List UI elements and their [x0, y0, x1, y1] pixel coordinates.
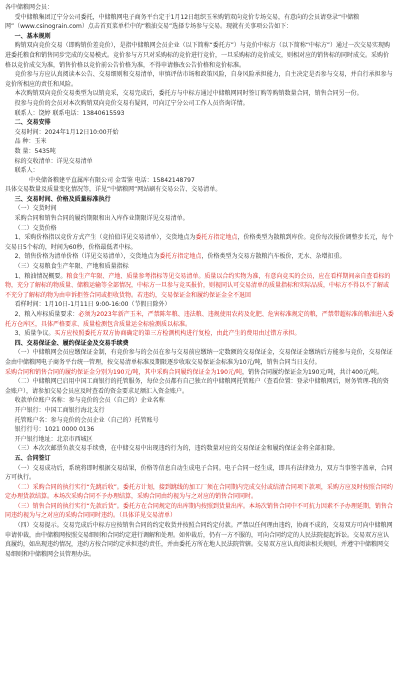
section-1-title: 一、基本规则 — [14, 32, 51, 40]
s5-4: （四）交易提示。交易完成后中标方应按销售合同的约定收货并按照合同约定付款。严禁以任何理由违约，协商不成的，交易双方可向中储粮网申请仲裁，由中储粮网按照交易细则和合同约定进行调解和处理。如仲裁后，仍有一方不服的，可向合同约定的人民法院提起诉讼。交易双方应认真履约，如出现违约情况，违约方按合同约定承担违约责任，并由委托方所在地人民法院管辖。交易双方应认真阅读相关规则，并遵守中储粮网交易细则和中储粮网会员管理办法。 — [5, 522, 393, 558]
s3-2-p1a: 1、采购价格指以竞价方式产生（竞拍值详见交易清单），交货地点为 — [14, 234, 196, 242]
s1-p4: 投参与竞价的会员对本次购销双向竞价交易有疑问，可向辽宁分公司工作人员咨询详情。 — [14, 99, 249, 107]
s3-2-p1b: ，价格类型为散粮到库价。竞价每次报价调整步长元，每个交易日5个标的，时间为60秒，价格最低者中标。 — [5, 234, 394, 251]
intro: 受中储粮集团辽宁分公司委托，中储粮网电子商务平台定于1月12日组织玉米购销双向竞价专场交易，有意向的会员请登录“中储粮网”（www.csinograin.com）点击首页菜单栏中的“粮油交易”选择专场参与交易。现就有关事项公告如下： — [5, 13, 360, 31]
s4-1-deposit-a: 采购合同和销售合同的履约保证金分别为190元/吨，其中采购合同履约保证金为 — [5, 368, 217, 376]
s3-1: （一）交货时间 — [14, 205, 57, 213]
s3-3-p1-highlight: 粮食生产年限、产地、质量参考指标等见交易清单。质量以合约实物为准，有意向竞买的会员，应在看样期间亲自查看标的物，充分了解标的物质量、储粮运输等全部情况，中标方一旦参与竞买报价，则视同认可交易清单的质量指标和实际品质，中标方不得以不了解或不充分了解标的物为由申诉拒签合同或拒收货物。若违约，交易保证金和履约保证金全不退回 — [5, 272, 391, 299]
section-4-title: 四、交易保证金、履约保证金及交易手续费 — [14, 339, 129, 347]
s4-1-deposit — [5, 368, 394, 378]
s1-p2: 竞价参与方应认真阅读本公告、交易细则和交易清单，审慎评估市场和政策风险，自身风险承担能力，自主决定是否参与交易，并自行承担参与竞价所相应的责任和风险。 — [5, 71, 393, 88]
s3-3-p4 — [5, 329, 394, 339]
s4-bank: 开户银行：中国工商银行海北支行 — [14, 406, 105, 414]
s5-3-body: 委托方在合同规定的出库期内按照到货量出库。本场次销售合同中不可抗力因素不予办理延期，销售合同违约视为与之对应的采购合同同时违约。（具体详见交易清单） — [5, 502, 393, 520]
s3-2-p2-highlight: 委托方指定地点 — [159, 253, 202, 261]
s3-1-p: 采购合同和销售合同的履约期限和出入库作业期限详见交易清单。 — [14, 215, 189, 223]
s4-acct-name: 托管账户名：参与竞价的会员企业（自己的）托管账号 — [14, 416, 159, 424]
section-5-title: 五、合同签订 — [14, 454, 51, 462]
s2-company: 中央储备粮建平直属库有限公司 金雪鉴 电话：15842148797 — [28, 176, 195, 184]
s5-2-head: （二）采购合同的执行实行“先跳后收”。 — [14, 483, 123, 491]
s2-quality: 具体交易数量及质量变化情况等，详见“中储粮网”网站刷有交易公告、交易清单。 — [5, 186, 222, 194]
s2-qty: 数 量：5435吨 — [14, 147, 56, 155]
s4-1-deposit-amount: 190元/吨 — [216, 368, 242, 376]
greeting: 各中储粮网会员： — [5, 4, 54, 11]
s4-acct-head: 收款单位账户名称：参与竞价的会员（自己的）企业名称 — [14, 397, 165, 405]
s4-1-deposit-b: ，销售合同履约保证金为190元/吨，共计400元/吨。 — [241, 368, 383, 376]
s2-time: 交易时间：2024年1月12日10:00开始 — [14, 128, 119, 136]
s4-bank-no: 银行行号：1021 0000 0136 — [14, 426, 95, 434]
s3-3-p3 — [5, 310, 394, 329]
s3-2-p1 — [5, 233, 394, 252]
section-2-title: 二、交易安排 — [14, 119, 51, 127]
s4-3: （三）本次次邮票负款交易手续费，在中储交易中出现违约行为的，违约数量对应的交易保证金和履约保证金将全部扣除。 — [14, 445, 339, 453]
s5-2 — [5, 483, 394, 502]
s3-3-p1 — [5, 272, 394, 301]
s3-2-p2 — [5, 252, 394, 262]
s3-3-p4a: 3、质量争议。 — [14, 330, 55, 338]
s3-3-p3a: 2、粮入库标质量要求： — [14, 311, 79, 318]
s3-3-p1a: 1、粮油情况概要。 — [14, 272, 67, 280]
s2-variety: 品 种：玉米 — [14, 138, 47, 146]
s3-3-p4-highlight: 买方应按照委托方双方协商确定的第三方检测机构进行复检，由此产生的费用由过错方承担。 — [54, 330, 301, 338]
s3-2-p2a: 2、销售价格为清单价格（详见交易清单），交货地点为 — [14, 253, 160, 261]
s1-p3: 本次购销双向竞价交易类型为以销竞采，交易完成后，委托方与中标方通过中储粮网同时签订购等购销数量合同，销售合同另一份。 — [14, 90, 363, 98]
s5-3 — [5, 502, 394, 521]
s3-2-p2b: ，价格类型为交易方散粮汽车板价，无水、杂增扣重。 — [201, 253, 346, 261]
s2-contact-label: 联系人： — [14, 167, 39, 175]
s3-3-p3-highlight: 必须为2023年新产玉米，严禁陈年粮、违法粮、违规使用农药及化肥、危害标准规定的粮，严禁带超标准的粮油进入委托方仓库区，具体严格要求、质量检测包含质量运全标验测质以标准。 — [5, 311, 394, 328]
s5-1: （一）交易成功后，系统将即时根据交易结果，价格等信息自动生成电子合同。电子合同一经生成，即具有法律效力，双方当事签字盖章，合同方可执行。 — [5, 464, 393, 482]
s4-bank-addr: 开户银行地址：北京市西城区 — [14, 435, 93, 443]
s2-list: 标的交收清单：详见交易清单 — [14, 157, 93, 165]
s3-2-p1-highlight: 委托方指定地点 — [195, 234, 238, 242]
s3-3: （三）交易粮食生产年限、产地和质量指标 — [14, 263, 129, 271]
s1-p1: 购销双向竞价交易（即购销价差竞价），是指中储粮网会员企业（以下简称“委托方”）与竞价中标方（以下简称“中标方”）通过一次交易实现购进委托粮食和销售同步完成的交易模式。竞价参与方只对采购标的竞价进行竞价，一旦采购标的竞价成交，则相对应的销售标的同时成交。采购价格以竞价成交为准，销售价格以竞价前公告价格为准，不得申请修改公告价格和竞价标准。 — [5, 42, 391, 69]
s3-3-p2: 看样时间：1月10日-1月11日 9:00-16:00（节假日除外） — [14, 301, 171, 309]
section-3-title: 三、交易时间、价格及质量标准执行 — [14, 195, 111, 203]
s4-1: （一）中储粮网会员应缴保证金制，有竞价参与的会员在参与交易前应缴纳一定数额的交易保证金，交易保证金缴纳后方能参与竞价，交易保证金由中储粮网电子商务平台统一管理，按交易清单标准及期限逐步收取交易保证金标准为10元/吨，销售合同当日支付。 — [5, 349, 393, 366]
s1-contact: 联系人：饶婷 联系电话：13840615593 — [14, 109, 125, 117]
s3-2: （二）交货价格 — [14, 224, 57, 232]
s4-2: （二）中储粮网已启用中国工商银行的托管服务，每位会员都有自己独立的中储粮网托管账户（查看位置：登录中储粮网后，财务管理-我的资金账户），请参加交易会员应及时查看的资金要求足额汇入资金账户。 — [5, 378, 389, 395]
s5-2-body: 委托方计划，接到跳线的加工厂须在合同期内完成交付或结清合同项下款项，采购方应及时按照合同约定办理货款结算。本场次采购合同不予办理结算，采购合同由约视为与之对应的销售合同同时。 — [5, 483, 393, 501]
s5-3-head: （三）销售合同的执行实行“先款后货”。 — [14, 502, 123, 510]
